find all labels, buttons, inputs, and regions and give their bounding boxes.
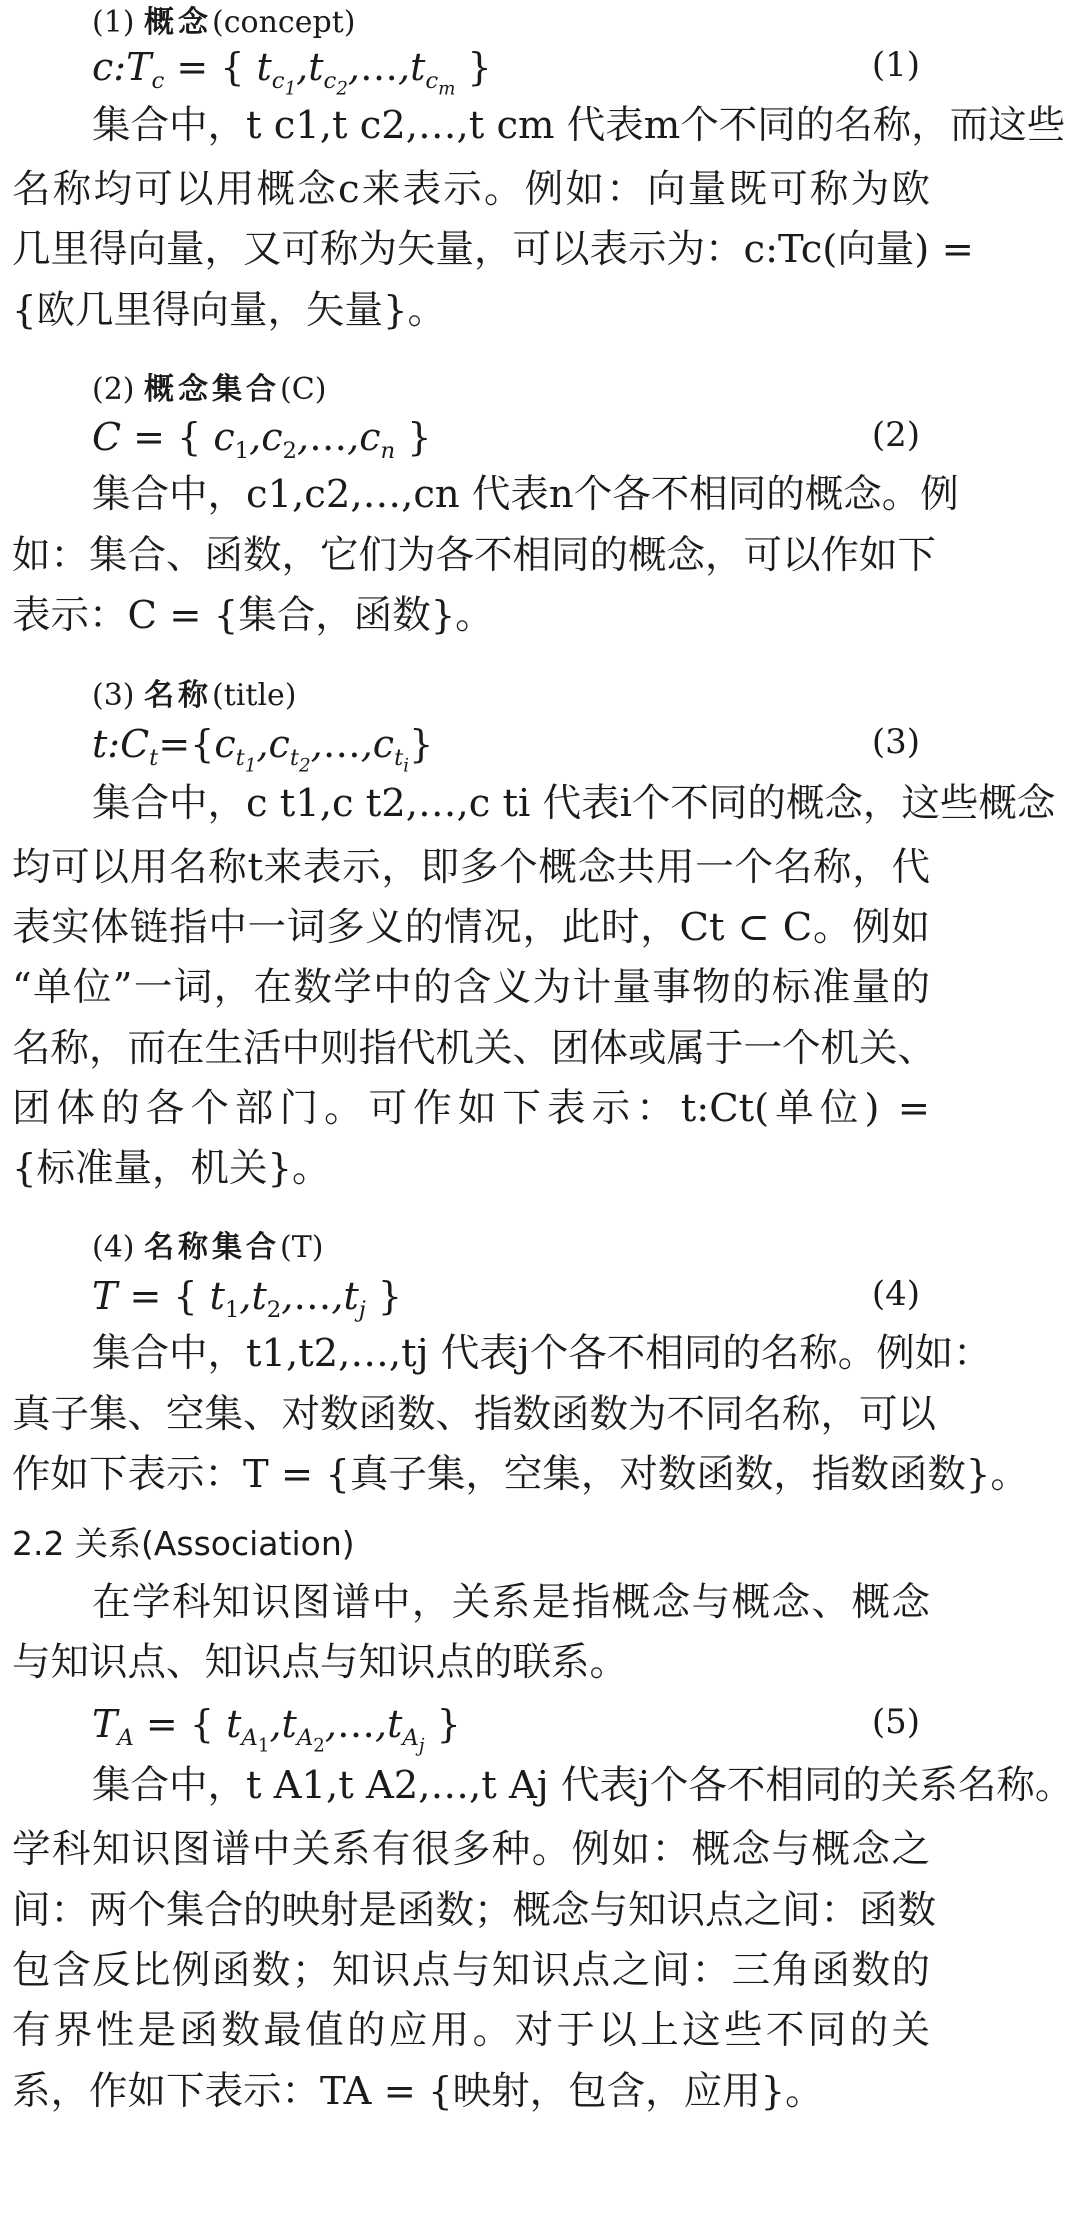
paragraph-line: 在学科知识图谱中，关系是指概念与概念、概念	[92, 1580, 930, 1625]
paragraph-line: 作如下表示：T = {真子集，空集，对数函数，指数函数}。	[12, 1452, 1029, 1497]
subsection-heading-title	[92, 678, 297, 713]
subsection-number: (3)	[92, 678, 135, 713]
paragraph-line: 真子集、空集、对数函数、指数函数为不同名称，可以	[12, 1392, 937, 1437]
equation-2: C = { $c_1,c_2,\dots,c_n$ } (2)	[92, 415, 920, 464]
paragraph-line: 集合中，c1,c2,…,cn 代表n个各不相同的概念。例	[92, 472, 959, 517]
paragraph-line: 集合中，t c1,t c2,…,t cm 代表m个不同的名称，而这些	[92, 103, 1066, 148]
paragraph-line: 名称均可以用概念c来表示。例如：向量既可称为欧	[12, 167, 930, 212]
paragraph-line: 集合中，t A1,t A2,…,t Aj 代表j个各不相同的关系名称。	[92, 1763, 1073, 1808]
subsection-term: (T)	[280, 1230, 324, 1265]
paragraph-line: 表示：C = {集合，函数}。	[12, 593, 494, 638]
equation-number: (1)	[871, 45, 920, 85]
subsection-heading-title-set	[92, 1230, 324, 1265]
paragraph-line: “单位”一词，在数学中的含义为计量事物的标准量的	[12, 965, 930, 1010]
subsection-title: 名称集合	[144, 1230, 281, 1265]
subsection-title: 概念	[144, 5, 213, 40]
paragraph-line: 系，作如下表示：TA = {映射，包含，应用}。	[12, 2069, 824, 2114]
subsection-number: (1)	[92, 5, 135, 40]
paragraph-line: 与知识点、知识点与知识点的联系。	[12, 1640, 629, 1685]
paragraph-line: 学科知识图谱中关系有很多种。例如：概念与概念之	[12, 1827, 930, 1872]
equation-4: T = { $t_1,t_2,\dots,t_j$ } (4)	[92, 1274, 920, 1323]
paragraph-line: {标准量，机关}。	[12, 1146, 331, 1191]
equation-3: $t:C_t=\{c_{t_1},c_{t_2},\dots,c_{t_i}\}$ (3)	[92, 722, 920, 777]
paragraph-line: 包含反比例函数；知识点与知识点之间：三角函数的	[12, 1948, 930, 1993]
paragraph-line: 表实体链指中一词多义的情况，此时，Ct ⊂ C。例如	[12, 905, 930, 950]
section-heading: 2.2 关系(Association)	[12, 1524, 355, 1563]
subsection-term: (concept)	[212, 5, 356, 40]
paragraph-line: 集合中，c t1,c t2,…,c ti 代表i个不同的概念，这些概念	[92, 781, 1056, 826]
equation-number: (4)	[871, 1274, 920, 1314]
equation-5: $T_A$ = { $t_{A_1},t_{A_2},\dots,t_{A_j}$ } (5)	[92, 1702, 920, 1757]
paragraph-line: {欧几里得向量，矢量}。	[12, 288, 446, 333]
paragraph-line: 几里得向量，又可称为矢量，可以表示为：c:Tc(向量) =	[12, 227, 974, 272]
paragraph-line: 名称，而在生活中则指代机关、团体或属于一个机关、	[12, 1026, 937, 1071]
subsection-heading-concept	[92, 5, 356, 40]
paragraph-line: 集合中，t1,t2,…,tj 代表j个各不相同的名称。例如：	[92, 1331, 992, 1376]
paragraph-line: 团体的各个部门。可作如下表示：t:Ct(单位) =	[12, 1086, 930, 1131]
paragraph-line: 如：集合、函数，它们为各不相同的概念，可以作如下	[12, 533, 937, 578]
equation-number: (5)	[871, 1702, 920, 1742]
paragraph-line: 有界性是函数最值的应用。对于以上这些不同的关	[12, 2008, 930, 2053]
equation-number: (2)	[871, 415, 920, 455]
subsection-heading-concept-set	[92, 372, 327, 407]
subsection-number: (4)	[92, 1230, 135, 1265]
equation-1: $c:T_c$ = { $t_{c_1},t_{c_2},\dots,t_{c_m}$ } (1)	[92, 45, 920, 100]
subsection-number: (2)	[92, 372, 135, 407]
paragraph-line: 间：两个集合的映射是函数；概念与知识点之间：函数	[12, 1888, 937, 1933]
subsection-title: 名称	[144, 678, 213, 713]
subsection-term: (C)	[280, 372, 327, 407]
equation-number: (3)	[871, 722, 920, 762]
paragraph-line: 均可以用名称t来表示，即多个概念共用一个名称，代	[12, 845, 930, 890]
subsection-term: (title)	[212, 678, 297, 713]
subsection-title: 概念集合	[144, 372, 281, 407]
